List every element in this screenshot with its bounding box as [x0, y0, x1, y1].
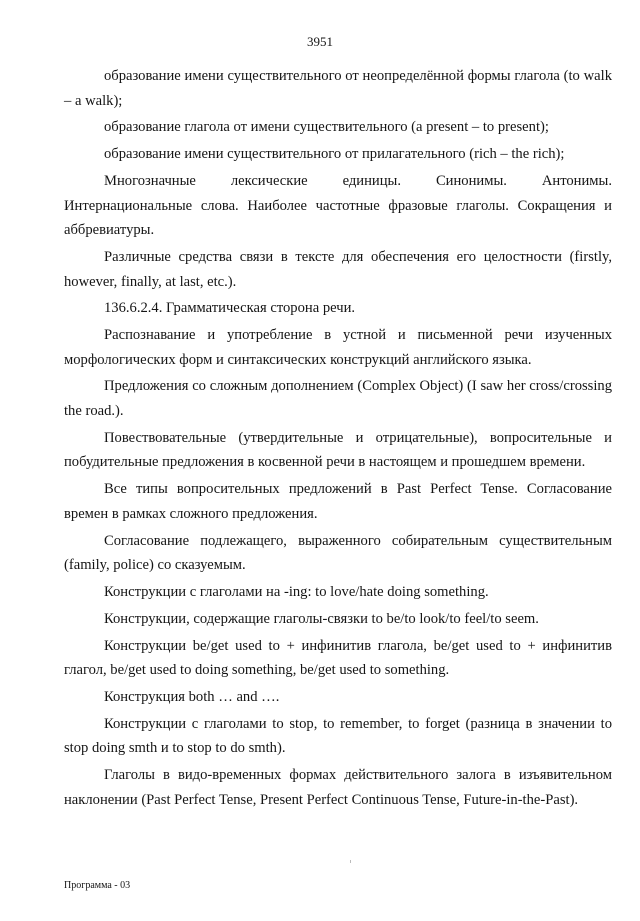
page-number: 3951: [307, 34, 333, 49]
paragraph-active-voice-tenses: Глаголы в видо-временных формах действительного залога в изъявительном наклонении (Past Perfect Tense, Present Perfect Continuous Tense, Future-in-the-Past).: [64, 767, 612, 808]
paragraph-ing-constructions: Конструкции с глаголами на -ing: to love/hate doing something.: [104, 583, 489, 600]
paragraph-complex-object: Предложения со сложным дополнением (Complex Object) (I saw her cross/crossing the road.).: [64, 378, 612, 420]
paragraph-past-perfect-questions: Все типы вопросительных предложений в Past Perfect Tense. Согласование времен в рамках сложного предложения.: [64, 481, 612, 522]
paragraph-word-formation-noun-verb: образование глагола от имени существительного (a present – to present);: [104, 119, 549, 136]
paragraph-cohesion-devices: Различные средства связи в тексте для обеспечения его целостности (firstly, however, finally, at last, etc.).: [64, 248, 612, 290]
section-heading-grammar: 136.6.2.4. Грамматическая сторона речи.: [104, 300, 356, 317]
document-body: [64, 64, 612, 814]
paragraph-linking-verbs: Конструкции, содержащие глаголы-связки to be/to look/to feel/to seem.: [104, 610, 539, 627]
paragraph-word-formation-verb-noun: образование имени существительного от неопределённой формы глагола (to walk – a walk);: [64, 68, 612, 109]
paragraph-collective-nouns: Согласование подлежащего, выраженного собирательным существительным (family, police) со сказуемым.: [64, 532, 612, 574]
paragraph-both-and: Конструкция both … and ….: [104, 688, 280, 705]
paragraph-grammar-recognition: Распознавание и употребление в устной и письменной речи изученных морфологических форм и синтаксических конструкций английского языка.: [64, 327, 612, 368]
paragraph-word-formation-adj-noun: образование имени существительного от прилагательного (rich – the rich);: [104, 146, 565, 163]
paragraph-stop-remember-forget: Конструкции с глаголами to stop, to remember, to forget (разница в значении to stop doing smth и to stop to do smth).: [64, 715, 612, 757]
paragraph-reported-speech: Повествовательные (утвердительные и отрицательные), вопросительные и побудительные предложения в косвенной речи в настоящем и прошедшем времени.: [64, 429, 612, 471]
scan-artifact: [350, 860, 351, 863]
paragraph-lexical-units: Многозначные лексические единицы. Синонимы. Антонимы. Интернациональные слова. Наиболее частотные фразовые глаголы. Сокращения и аббревиатуры.: [64, 172, 612, 239]
page-footer: Программа - 03: [64, 880, 131, 891]
paragraph-used-to: Конструкции be/get used to + инфинитив глагола, be/get used to + инфинитив глагол, be/get used to doing something, be/get used to something.: [64, 637, 612, 679]
